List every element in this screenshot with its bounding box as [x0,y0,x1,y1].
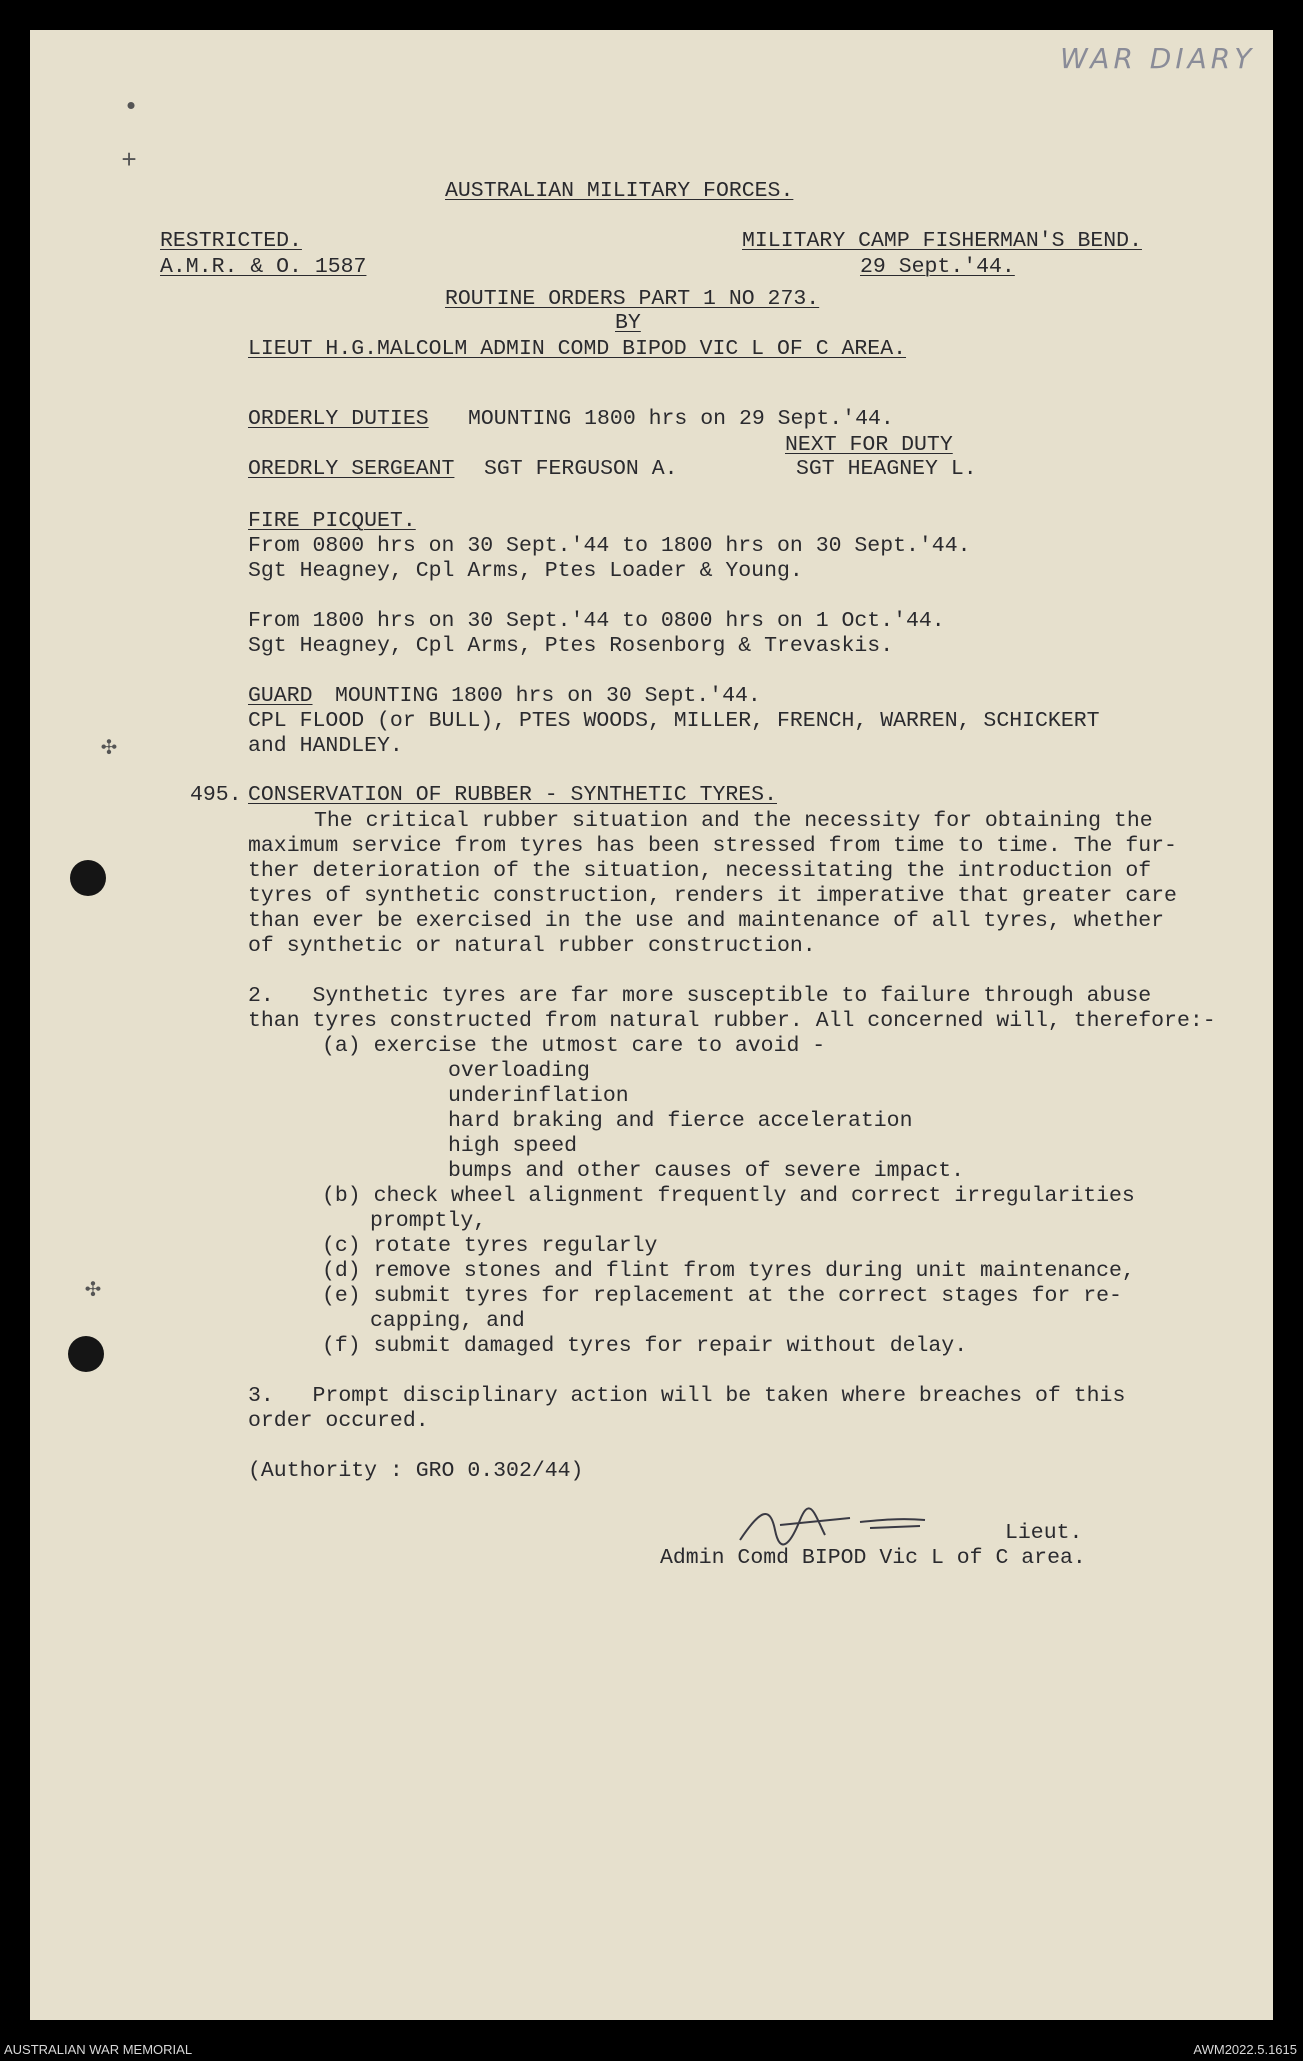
guard-members-2: and HANDLEY. [248,734,403,758]
issuing-officer: LIEUT H.G.MALCOLM ADMIN COMD BIPOD VIC L OF C AREA. [248,337,907,361]
order-para-3-line: order occured. [248,1409,429,1433]
order-para-1-line: maximum service from tyres has been stressed from time to time. The fur- [248,834,1177,858]
fire-picquet-crew-1: Sgt Heagney, Cpl Arms, Ptes Loader & Young. [248,559,803,583]
order-para-1-line: tyres of synthetic construction, renders it imperative that greater care [248,884,1177,908]
document-date: 29 Sept.'44. [860,255,1015,279]
item-b-line: promptly, [370,1209,487,1233]
item-e-line: (e) submit tyres for replacement at the correct stages for re- [322,1284,1122,1308]
order-para-2-line: than tyres constructed from natural rubber. All concerned will, therefore:- [248,1009,1216,1033]
order-para-1-line: than ever be exercised in the use and maintenance of all tyres, whether [248,909,1165,933]
signature-appointment: Admin Comd BIPOD Vic L of C area. [660,1546,1086,1570]
orders-heading: ROUTINE ORDERS PART 1 NO 273. [445,287,820,311]
item-b-line: (b) check wheel alignment frequently and correct irregularities [322,1184,1135,1208]
document-page [30,30,1273,2020]
orderly-duties-label: ORDERLY DUTIES [248,407,429,431]
item-f: (f) submit damaged tyres for repair without delay. [322,1334,968,1358]
punch-hole-icon [70,860,106,896]
order-para-1-line: ther deterioration of the situation, necessitating the introduction of [248,859,1152,883]
order-para-3-line: 3. Prompt disciplinary action will be taken where breaches of this [248,1384,1126,1408]
fire-picquet-shift-1: From 0800 hrs on 30 Sept.'44 to 1800 hrs on 30 Sept.'44. [248,534,971,558]
guard-members-1: CPL FLOOD (or BULL), PTES WOODS, MILLER, FRENCH, WARREN, SCHICKERT [248,709,1100,733]
next-sergeant-name: SGT HEAGNEY L. [796,457,977,481]
classification: RESTRICTED. [160,229,302,253]
pin-mark-icon: • [123,92,139,122]
guard-text: MOUNTING 1800 hrs on 30 Sept.'44. [335,684,761,708]
orders-by: BY [615,311,641,335]
orderly-duties-text: MOUNTING 1800 hrs on 29 Sept.'44. [468,407,894,431]
punch-hole-icon [68,1336,104,1372]
item-a-subitem: bumps and other causes of severe impact. [448,1159,965,1183]
order-number: 495. [190,783,242,807]
item-d: (d) remove stones and flint from tyres during unit maintenance, [322,1259,1135,1283]
item-a-subitem: underinflation [448,1084,629,1108]
item-a-heading: (a) exercise the utmost care to avoid - [322,1034,826,1058]
footer-source: AUSTRALIAN WAR MEMORIAL [4,2042,193,2057]
item-a-subitem: high speed [448,1134,578,1158]
guard-label: GUARD [248,684,313,708]
order-para-1-line: of synthetic or natural rubber construction. [248,934,816,958]
fire-picquet-label: FIRE PICQUET. [248,509,416,533]
item-a-subitem: hard braking and fierce acceleration [448,1109,913,1133]
pin-hole-icon: ✣ [85,1274,101,1304]
pin-hole-icon: ✣ [101,732,117,762]
order-para-2-line: 2. Synthetic tyres are far more susceptible to failure through abuse [248,984,1152,1008]
signature-rank: Lieut. [1005,1521,1083,1545]
footer-accession-number: AWM2022.5.1615 [1193,2042,1297,2057]
document-title: AUSTRALIAN MILITARY FORCES. [445,179,794,203]
orderly-sergeant-name: SGT FERGUSON A. [484,457,678,481]
orderly-sergeant-label: OREDRLY SERGEANT [248,457,455,481]
order-para-1-line: The critical rubber situation and the necessity for obtaining the [314,809,1153,833]
fire-picquet-crew-2: Sgt Heagney, Cpl Arms, Ptes Rosenborg & Trevaskis. [248,634,894,658]
item-e-line: capping, and [370,1309,525,1333]
camp-location: MILITARY CAMP FISHERMAN'S BEND. [742,229,1142,253]
item-a-subitem: overloading [448,1059,590,1083]
reference-number: A.M.R. & O. 1587 [160,255,367,279]
fire-picquet-shift-2: From 1800 hrs on 30 Sept.'44 to 0800 hrs on 1 Oct.'44. [248,609,945,633]
item-c: (c) rotate tyres regularly [322,1234,658,1258]
authority-reference: (Authority : GRO 0.302/44) [248,1459,584,1483]
order-title: CONSERVATION OF RUBBER - SYNTHETIC TYRES. [248,783,777,807]
pin-hole-icon: + [121,146,137,176]
handwritten-note: WAR DIARY [1060,42,1256,75]
next-for-duty-label: NEXT FOR DUTY [785,433,953,457]
